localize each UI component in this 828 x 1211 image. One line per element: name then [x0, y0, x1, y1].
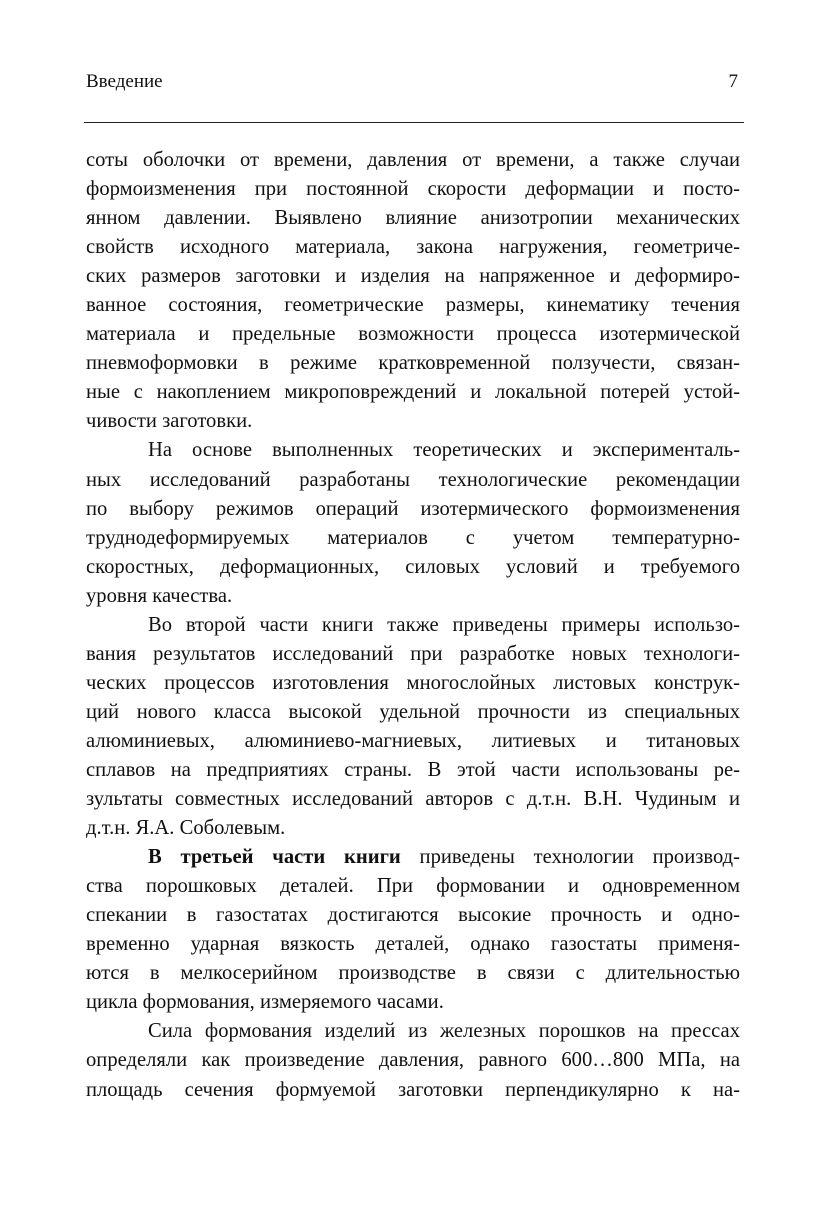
text-line: определяли как произведение давления, равного 600…800 МПа, на [86, 1049, 740, 1072]
text-line: зультаты совместных исследований авторов с д.т.н. В.Н. Чудиным и [86, 788, 740, 811]
text-line: спекании в газостатах достигаются высокие прочность и одно- [86, 904, 740, 927]
paragraph-5 [86, 1017, 740, 1104]
text-line: цикла формования, измеряемого часами. [86, 991, 444, 1014]
text-line: ства порошковых деталей. При формовании и одновременном [86, 875, 740, 898]
book-page [84, 0, 744, 1211]
text-line: формоизменения при постоянной скорости деформации и посто- [86, 178, 740, 201]
text-line: ются в мелкосерийном производстве в связи с длительностью [86, 962, 740, 985]
text-line: площадь сечения формуемой заготовки перпендикулярно к на- [86, 1078, 740, 1101]
chapter-title: Введение [86, 71, 163, 92]
text-line: уровня качества. [86, 584, 233, 607]
header-divider [84, 122, 744, 123]
text-line: алюминиевых, алюминиево-магниевых, литиевых и титановых [86, 729, 740, 752]
paragraph-2 [86, 436, 740, 610]
paragraph-4 [86, 843, 740, 1017]
text-line: ских размеров заготовки и изделия на напряженное и деформиро- [86, 265, 740, 288]
text-line: пневмоформовки в режиме кратковременной ползучести, связан- [86, 352, 740, 375]
text-run: приведены технологии производ- [400, 846, 740, 869]
text-line: скоростных, деформационных, силовых условий и требуемого [86, 555, 740, 578]
text-line: ных исследований разработаны технологические рекомендации [86, 468, 740, 491]
text-line: чивости заготовки. [86, 410, 253, 433]
paragraph-1 [86, 146, 740, 436]
body-text [86, 146, 740, 1105]
text-line: Во второй части книги также приведены примеры использо- [148, 613, 740, 636]
text-line: Сила формования изделий из железных порошков на прессах [148, 1020, 740, 1043]
text-line: ческих процессов изготовления многослойных листовых конструк- [86, 671, 740, 694]
bold-lead-phrase: В третьей части книги [148, 846, 401, 869]
text-line: по выбору режимов операций изотермического формоизменения [86, 497, 740, 520]
running-head [84, 70, 744, 94]
text-line: вания результатов исследований при разработке новых технологи- [86, 642, 740, 665]
text-line: сплавов на предприятиях страны. В этой части использованы ре- [86, 758, 740, 781]
page-number: 7 [728, 71, 738, 92]
text-line [86, 843, 740, 872]
paragraph-3 [86, 611, 740, 843]
text-line: материала и предельные возможности процесса изотермической [86, 323, 740, 346]
text-line: соты оболочки от времени, давления от времени, а также случаи [86, 149, 740, 171]
text-line: труднодеформируемых материалов с учетом температурно- [86, 526, 740, 549]
text-line: временно ударная вязкость деталей, однако газостаты применя- [86, 933, 740, 956]
text-line: свойств исходного материала, закона нагружения, геометриче- [86, 236, 740, 259]
text-line: ций нового класса высокой удельной прочности из специальных [86, 700, 740, 723]
text-line: янном давлении. Выявлено влияние анизотропии механических [86, 207, 740, 230]
text-line: д.т.н. Я.А. Соболевым. [86, 817, 286, 840]
text-line: ванное состояния, геометрические размеры, кинематику течения [86, 294, 740, 317]
text-line: ные с накоплением микроповреждений и локальной потерей устой- [86, 381, 740, 404]
text-line: На основе выполненных теоретических и эксперименталь- [148, 439, 740, 462]
